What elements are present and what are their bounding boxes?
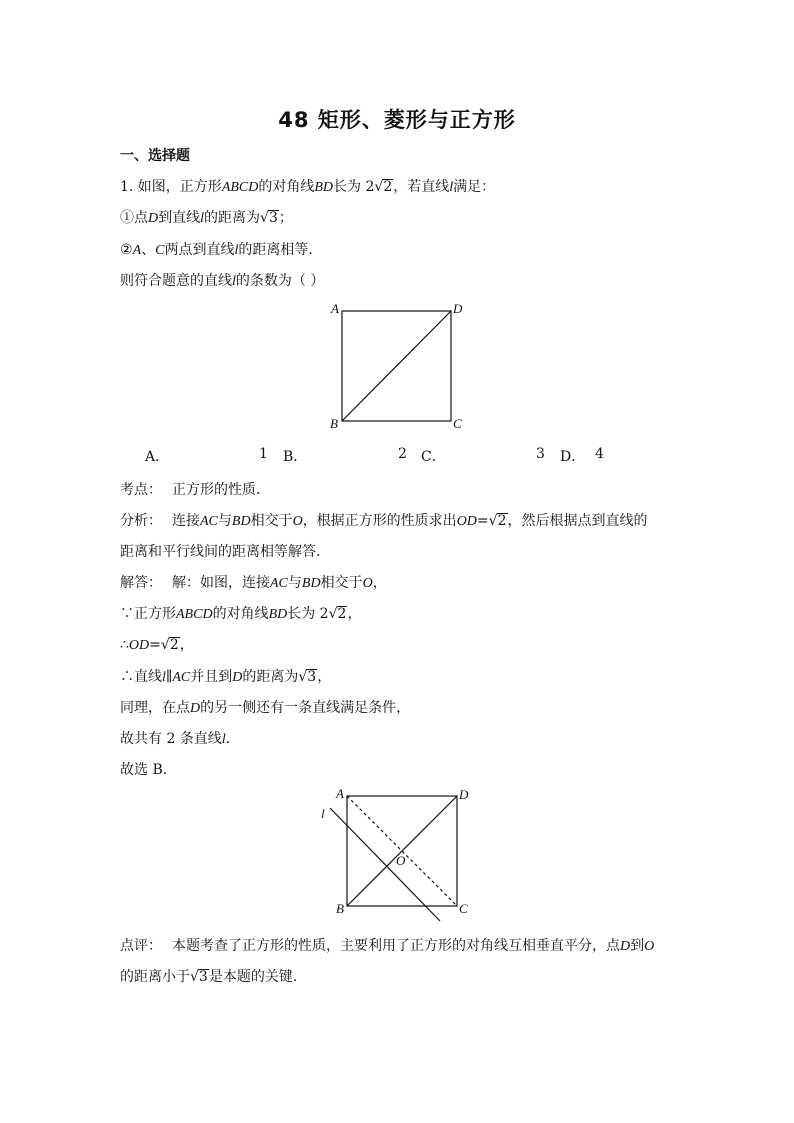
page-title: 48 矩形、菱形与正方形 [278, 108, 516, 132]
option-c-value: 3 [536, 446, 545, 462]
vertex-d-label: D [459, 787, 469, 802]
dianping-line-2: 的距离小于√3是本题的关键． [120, 969, 307, 985]
option-b-value: 2 [398, 446, 407, 462]
square-figure-1 [320, 298, 470, 436]
option-a-value: 1 [259, 446, 268, 462]
vertex-b-label: B [330, 416, 338, 431]
vertex-a-label: A [336, 786, 344, 801]
sqrt-symbol: √3 [298, 669, 317, 685]
jieda-line-4: ∴直线l∥AC并且到D的距离为√3， [120, 669, 332, 685]
line-l-label: l [321, 806, 325, 821]
dianping-label: 点评： [120, 938, 162, 954]
option-d-value: 4 [595, 446, 604, 462]
kaodian: 考点： 正方形的性质． [120, 482, 270, 498]
option-c-label: C． [421, 449, 446, 465]
vertex-b-label: B [336, 901, 344, 916]
jieda-line-3: ∴OD=√2， [120, 637, 194, 653]
sqrt-symbol: √2 [160, 637, 179, 653]
question-stem: 1. 如图，正方形ABCD的对角线BD长为 2√2，若直线l满足： [120, 179, 496, 195]
question-ask: 则符合题意的直线l的条数为（ ） [120, 273, 325, 289]
center-o-label: O [396, 853, 406, 868]
sqrt-symbol: √3 [190, 969, 208, 985]
vertex-c-label: C [453, 416, 462, 431]
option-b-label: B． [283, 449, 308, 465]
condition-1: ①点D到直线l的距离为√3； [120, 210, 293, 226]
sqrt-symbol: √2 [488, 513, 507, 529]
kaodian-label: 考点： [120, 482, 162, 498]
vertex-c-label: C [459, 901, 468, 916]
fenxi-label: 分析： [120, 513, 162, 529]
option-a-label: A． [145, 449, 170, 465]
jieda-line-1: 解答： 解：如图，连接AC与BD相交于O， [120, 575, 387, 591]
vertex-d-label: D [453, 301, 463, 316]
fenxi-line-1: 分析： 连接AC与BD相交于O，根据正方形的性质求出OD=√2，然后根据点到直线的 [120, 513, 648, 529]
sqrt-symbol: √2 [328, 606, 347, 622]
section-heading: 一、选择题 [120, 148, 190, 164]
jieda-line-5: 同理，在点D的另一侧还有一条直线满足条件， [120, 700, 411, 716]
diagonal-bd [342, 311, 451, 421]
condition-2: ②A、C两点到直线l的距离相等． [120, 242, 323, 258]
jieda-line-6: 故共有 2 条直线l． [120, 731, 240, 747]
sqrt-symbol: √2 [374, 179, 393, 195]
dianping-line-1: 点评： 本题考查了正方形的性质，主要利用了正方形的对角线互相垂直平分，点D到O [120, 938, 655, 954]
option-d-label: D． [560, 449, 586, 465]
fenxi-line-2: 距离和平行线间的距离相等解答． [120, 544, 330, 560]
vertex-a-label: A [331, 301, 339, 316]
jieda-label: 解答： [120, 575, 162, 591]
sqrt-symbol: √3 [260, 210, 278, 226]
jieda-line-7: 故选 B． [120, 762, 177, 778]
square-figure-2 [310, 783, 480, 925]
jieda-line-2: ∵正方形ABCD的对角线BD长为 2√2， [120, 606, 362, 622]
